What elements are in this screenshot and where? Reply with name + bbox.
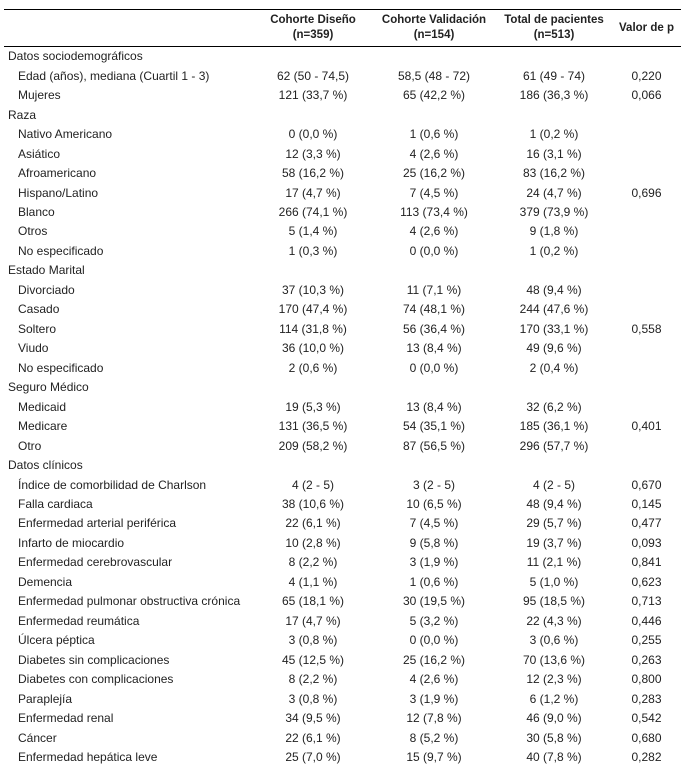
section-title: Estado Marital (8, 263, 85, 278)
section-header-row (4, 105, 681, 124)
cohorte-diseno-value: 17 (4,7 %) (285, 185, 341, 200)
row-label: Otro (18, 438, 42, 453)
cohorte-diseno-value: 17 (4,7 %) (285, 613, 341, 628)
cohorte-diseno-value: 19 (5,3 %) (285, 399, 341, 414)
total-pacientes-value: 49 (9,6 %) (526, 341, 582, 356)
cohorte-validacion-value: 87 (56,5 %) (402, 438, 466, 453)
section-header-row (4, 456, 681, 475)
cohorte-validacion-value: 58,5 (48 - 72) (397, 68, 471, 83)
row-label: Diabetes sin complicaciones (18, 652, 170, 667)
total-pacientes-value: 30 (5,8 %) (526, 730, 582, 745)
cohorte-validacion-value: 3 (1,9 %) (409, 691, 459, 706)
header-n: (n=359) (292, 29, 334, 41)
cohorte-validacion-value: 13 (8,4 %) (406, 341, 462, 356)
p-value: 0,800 (631, 672, 662, 687)
cohorte-diseno-value: 3 (0,8 %) (288, 691, 338, 706)
header-blank (4, 10, 254, 47)
cohorte-validacion-value: 30 (19,5 %) (402, 594, 466, 609)
cohorte-diseno-value: 209 (58,2 %) (278, 438, 348, 453)
row-label: Otros (18, 224, 48, 239)
section-title: Datos sociodemográficos (8, 49, 143, 64)
table-row (4, 709, 681, 728)
table-row (4, 144, 681, 163)
group-p-value: 0,558 (631, 321, 662, 336)
total-pacientes-value: 1 (0,2 %) (529, 243, 579, 258)
section-title: Datos clínicos (8, 458, 83, 473)
cohorte-validacion-value: 5 (3,2 %) (409, 613, 459, 628)
cohorte-validacion-value: 9 (5,8 %) (409, 535, 459, 550)
cohorte-validacion-value: 54 (35,1 %) (402, 419, 466, 434)
table-row (4, 689, 681, 708)
p-value: 0,680 (631, 730, 662, 745)
row-label: Nativo Americano (18, 127, 113, 142)
cohorte-validacion-value: 15 (9,7 %) (406, 750, 462, 765)
total-pacientes-value: 70 (13,6 %) (522, 652, 586, 667)
cohorte-diseno-value: 12 (3,3 %) (285, 146, 341, 161)
table-row (4, 475, 681, 494)
cohorte-diseno-value: 58 (16,2 %) (281, 166, 345, 181)
total-pacientes-value: 11 (2,1 %) (526, 555, 582, 570)
table-row (4, 66, 681, 85)
row-label: Mujeres (18, 88, 61, 103)
cohorte-diseno-value: 37 (10,3 %) (281, 282, 345, 297)
total-pacientes-value: 9 (1,8 %) (529, 224, 579, 239)
cohorte-validacion-value: 56 (36,4 %) (402, 321, 466, 336)
total-pacientes-value: 4 (2 - 5) (532, 477, 575, 492)
cohorte-diseno-value: 8 (2,2 %) (288, 672, 338, 687)
header-total-pacientes (496, 10, 612, 47)
total-pacientes-value: 29 (5,7 %) (526, 516, 582, 531)
cohorte-validacion-value: 10 (6,5 %) (406, 497, 462, 512)
table-row (4, 417, 681, 436)
row-label: Falla cardiaca (18, 497, 93, 512)
cohorte-validacion-value: 3 (1,9 %) (409, 555, 459, 570)
total-pacientes-value: 244 (47,6 %) (519, 302, 589, 317)
row-label: Enfermedad arterial periférica (18, 516, 177, 531)
section-header-row (4, 47, 681, 67)
row-label: Enfermedad reumática (18, 613, 140, 628)
cohorte-validacion-value: 0 (0,0 %) (409, 360, 459, 375)
total-pacientes-value: 170 (33,1 %) (519, 321, 589, 336)
header-n: (n=154) (413, 29, 455, 41)
cohorte-validacion-value: 7 (4,5 %) (409, 185, 459, 200)
header-cohorte-validacion (372, 10, 496, 47)
table-row (4, 631, 681, 650)
total-pacientes-value: 48 (9,4 %) (526, 282, 582, 297)
total-pacientes-value: 32 (6,2 %) (526, 399, 582, 414)
header-title: Total de pacientes (504, 14, 604, 26)
p-value: 0,093 (631, 535, 662, 550)
row-label: Demencia (18, 574, 73, 589)
total-pacientes-value: 40 (7,8 %) (526, 750, 582, 765)
cohorte-diseno-value: 1 (0,3 %) (288, 243, 338, 258)
p-value: 0,263 (631, 652, 662, 667)
row-label: Úlcera péptica (18, 633, 95, 648)
total-pacientes-value: 22 (4,3 %) (526, 613, 582, 628)
table-row (4, 495, 681, 514)
table-row (4, 436, 681, 455)
table-row (4, 164, 681, 183)
total-pacientes-value: 186 (36,3 %) (519, 88, 589, 103)
cohorte-diseno-value: 38 (10,6 %) (281, 497, 345, 512)
table-row (4, 203, 681, 222)
p-value: 0,670 (631, 477, 662, 492)
total-pacientes-value: 61 (49 - 74) (522, 68, 586, 83)
cohorte-validacion-value: 1 (0,6 %) (409, 574, 459, 589)
table-row (4, 183, 681, 202)
row-label: No especificado (18, 243, 104, 258)
p-value: 0,220 (631, 68, 662, 83)
cohorte-diseno-value: 2 (0,6 %) (288, 360, 338, 375)
row-label: Blanco (18, 204, 55, 219)
table-row (4, 553, 681, 572)
cohorte-diseno-value: 34 (9,5 %) (285, 711, 341, 726)
row-label: Asiático (18, 146, 61, 161)
cohorte-diseno-value: 4 (2 - 5) (291, 477, 334, 492)
table-row (4, 514, 681, 533)
row-label: Hispano/Latino (18, 185, 99, 200)
cohorte-validacion-value: 3 (2 - 5) (412, 477, 455, 492)
total-pacientes-value: 3 (0,6 %) (529, 633, 579, 648)
cohorte-validacion-value: 4 (2,6 %) (409, 224, 459, 239)
cohorte-diseno-value: 131 (36,5 %) (278, 419, 348, 434)
total-pacientes-value: 16 (3,1 %) (526, 146, 582, 161)
p-value: 0,446 (631, 613, 662, 628)
row-label: Afroamericano (18, 166, 97, 181)
cohorte-validacion-value: 4 (2,6 %) (409, 146, 459, 161)
row-label: Cáncer (18, 730, 57, 745)
row-label: Enfermedad renal (18, 711, 114, 726)
row-label: Infarto de miocardio (18, 535, 125, 550)
cohorte-diseno-value: 22 (6,1 %) (285, 730, 341, 745)
total-pacientes-value: 5 (1,0 %) (529, 574, 579, 589)
table-row (4, 573, 681, 592)
table-body (4, 47, 681, 768)
header-n: (n=513) (533, 29, 575, 41)
table-row (4, 281, 681, 300)
cohorte-validacion-value: 0 (0,0 %) (409, 633, 459, 648)
table-row (4, 592, 681, 611)
total-pacientes-value: 296 (57,7 %) (519, 438, 589, 453)
table-row (4, 320, 681, 339)
p-value: 0,623 (631, 574, 662, 589)
row-label: Soltero (18, 321, 57, 336)
p-value: 0,542 (631, 711, 662, 726)
total-pacientes-value: 2 (0,4 %) (529, 360, 579, 375)
total-pacientes-value: 48 (9,4 %) (526, 497, 582, 512)
p-value: 0,713 (631, 594, 662, 609)
table-row (4, 300, 681, 319)
cohorte-validacion-value: 25 (16,2 %) (402, 166, 466, 181)
row-label: Divorciado (18, 282, 75, 297)
cohorte-diseno-value: 121 (33,7 %) (278, 88, 348, 103)
cohorte-diseno-value: 45 (12,5 %) (281, 652, 345, 667)
row-label: Diabetes con complicaciones (18, 672, 174, 687)
total-pacientes-value: 1 (0,2 %) (529, 127, 579, 142)
cohorte-validacion-value: 7 (4,5 %) (409, 516, 459, 531)
total-pacientes-value: 46 (9,0 %) (526, 711, 582, 726)
total-pacientes-value: 19 (3,7 %) (526, 535, 582, 550)
total-pacientes-value: 95 (18,5 %) (522, 594, 586, 609)
table-row (4, 670, 681, 689)
cohorte-diseno-value: 22 (6,1 %) (285, 516, 341, 531)
table-row (4, 651, 681, 670)
cohorte-diseno-value: 8 (2,2 %) (288, 555, 338, 570)
cohorte-diseno-value: 62 (50 - 74,5) (276, 68, 350, 83)
row-label: Enfermedad hepática leve (18, 750, 158, 765)
cohorte-diseno-value: 266 (74,1 %) (278, 204, 348, 219)
row-label: Edad (años), mediana (Cuartil 1 - 3) (18, 68, 210, 83)
table-row (4, 359, 681, 378)
group-p-value: 0,401 (631, 419, 662, 434)
cohorte-validacion-value: 65 (42,2 %) (402, 88, 466, 103)
table-row (4, 339, 681, 358)
total-pacientes-value: 6 (1,2 %) (529, 691, 579, 706)
row-label: Índice de comorbilidad de Charlson (18, 477, 207, 492)
total-pacientes-value: 12 (2,3 %) (526, 672, 582, 687)
cohorte-validacion-value: 0 (0,0 %) (409, 243, 459, 258)
section-header-row (4, 261, 681, 280)
table-row (4, 612, 681, 631)
cohorte-diseno-value: 25 (7,0 %) (285, 750, 341, 765)
patient-characteristics-table (4, 9, 681, 767)
cohorte-diseno-value: 10 (2,8 %) (285, 535, 341, 550)
cohorte-diseno-value: 5 (1,4 %) (288, 224, 338, 239)
table-row (4, 242, 681, 261)
cohorte-validacion-value: 25 (16,2 %) (402, 652, 466, 667)
table-row (4, 86, 681, 105)
section-header-row (4, 378, 681, 397)
header-valor-p: Valor de p (612, 10, 681, 47)
cohorte-diseno-value: 65 (18,1 %) (281, 594, 345, 609)
table-row (4, 748, 681, 767)
header-row (4, 10, 681, 47)
section-title: Seguro Médico (8, 380, 89, 395)
section-title: Raza (8, 107, 37, 122)
cohorte-validacion-value: 13 (8,4 %) (406, 399, 462, 414)
p-value: 0,255 (631, 633, 662, 648)
row-label: Casado (18, 302, 60, 317)
total-pacientes-value: 24 (4,7 %) (526, 185, 582, 200)
group-p-value: 0,696 (631, 185, 662, 200)
table-row (4, 397, 681, 416)
table-row (4, 222, 681, 241)
p-value: 0,145 (631, 497, 662, 512)
total-pacientes-value: 185 (36,1 %) (519, 419, 589, 434)
table-row (4, 534, 681, 553)
cohorte-validacion-value: 4 (2,6 %) (409, 672, 459, 687)
cohorte-validacion-value: 1 (0,6 %) (409, 127, 459, 142)
cohorte-validacion-value: 12 (7,8 %) (406, 711, 462, 726)
table-row (4, 125, 681, 144)
cohorte-diseno-value: 0 (0,0 %) (288, 127, 338, 142)
row-label: Medicare (18, 419, 68, 434)
header-title: Cohorte Validación (381, 14, 487, 26)
cohorte-diseno-value: 114 (31,8 %) (279, 321, 347, 336)
cohorte-validacion-value: 11 (7,1 %) (406, 282, 462, 297)
p-value: 0,283 (631, 691, 662, 706)
table-row (4, 728, 681, 747)
cohorte-diseno-value: 4 (1,1 %) (288, 574, 338, 589)
cohorte-diseno-value: 170 (47,4 %) (278, 302, 348, 317)
cohorte-validacion-value: 74 (48,1 %) (402, 302, 466, 317)
p-value: 0,282 (631, 750, 662, 765)
total-pacientes-value: 83 (16,2 %) (522, 166, 586, 181)
cohorte-validacion-value: 8 (5,2 %) (409, 730, 459, 745)
p-value: 0,477 (631, 516, 662, 531)
cohorte-diseno-value: 3 (0,8 %) (288, 633, 338, 648)
p-value: 0,841 (631, 555, 662, 570)
row-label: No especificado (18, 360, 104, 375)
row-label: Enfermedad cerebrovascular (18, 555, 173, 570)
row-label: Paraplejía (18, 691, 73, 706)
row-label: Enfermedad pulmonar obstructiva crónica (18, 594, 241, 609)
cohorte-validacion-value: 113 (73,4 %) (400, 204, 468, 219)
p-value: 0,066 (631, 88, 662, 103)
header-title: Cohorte Diseño (270, 14, 356, 26)
row-label: Medicaid (18, 399, 67, 414)
header-cohorte-diseno (254, 10, 372, 47)
cohorte-diseno-value: 36 (10,0 %) (281, 341, 345, 356)
total-pacientes-value: 379 (73,9 %) (519, 204, 589, 219)
row-label: Viudo (18, 341, 49, 356)
